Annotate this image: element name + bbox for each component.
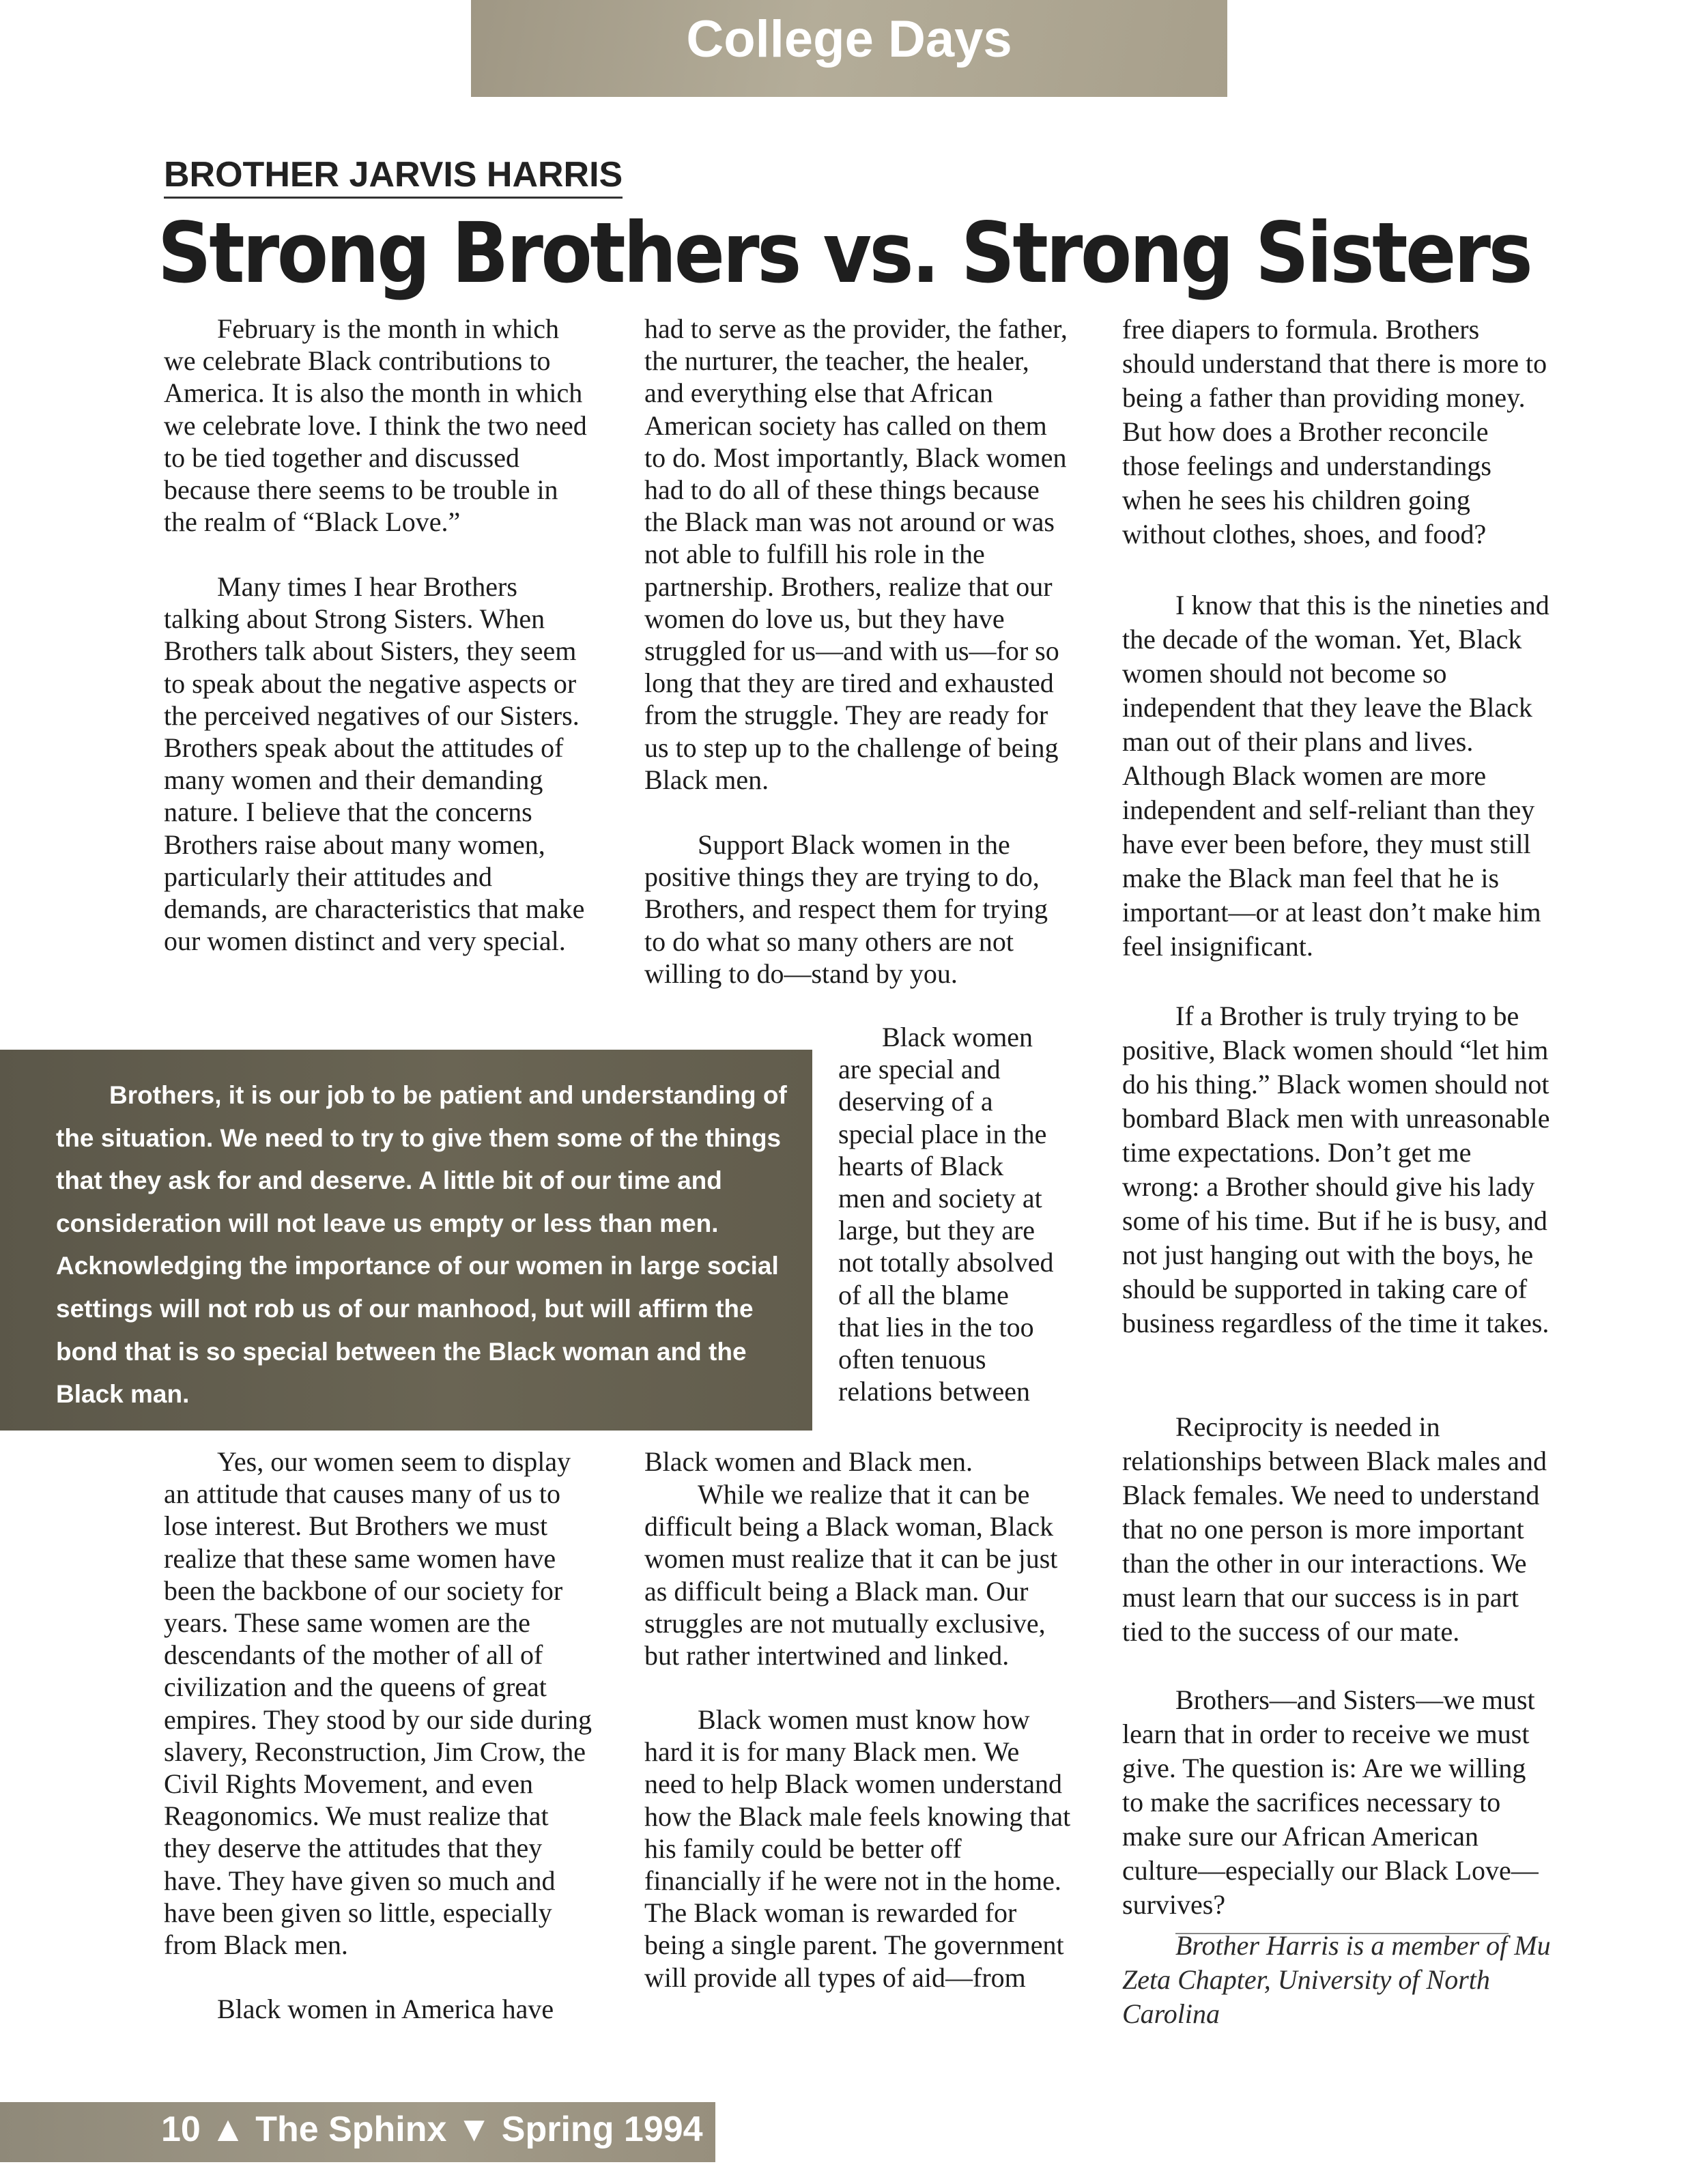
pull-quote-box bbox=[0, 1050, 812, 1431]
col2-paragraph-3-wrapped: Black women are special and deserving of a special place in the hearts of Black men and society at large, but they are not totally absolved of all the blame that lies in the too often tenuous relations between bbox=[838, 1022, 1054, 1407]
byline: BROTHER JARVIS HARRIS bbox=[164, 154, 623, 199]
section-title: College Days bbox=[686, 10, 1012, 68]
col3-paragraph-4: Reciprocity is needed in relationships between Black males and Black females. We need to understand that no one person is more important than the other in our interactions. We must learn that our success is in part tied to the success of our mate. bbox=[1122, 1411, 1547, 1647]
col3-paragraph-5: Brothers—and Sisters—we must learn that in order to receive we must give. The question is: Are we willing to make the sacrifices necessary to make sure our African American culture—especially our Black Love—survives? bbox=[1122, 1684, 1539, 1920]
col3-paragraph-3: If a Brother is truly trying to be positive, Black women should “let him do his thing.” Black women should not bombard Black men with unreasonable time expectations. Don’t get me wrong: a Brother should give his lady some of his time. But if he is busy, and not just hanging out with the boys, he should be supported in taking care of business regardless of the time it takes. bbox=[1122, 1001, 1550, 1338]
col1-paragraph-4: Black women in America have bbox=[217, 1994, 554, 2024]
pull-quote-text: Brothers, it is our job to be patient and understanding of the situation. We need to try to give them some of the things that they ask for and deserve. A little bit of our time and consideration will not leave us empty or less than men. Acknowledging the importance of our women in large social settings will not rob us of our manhood, but will affirm the bond that is so special between the Black woman and the Black man. bbox=[56, 1081, 787, 1409]
section-banner bbox=[471, 0, 1227, 97]
headline: Strong Brothers vs. Strong Sisters bbox=[157, 205, 1531, 302]
col2-paragraph-1: had to serve as the provider, the father, the nurturer, the teacher, the healer, and everything else that African American society has called on them to do. Most importantly, Black women had to do all of these things because the Black man was not around or was not able to fulfill his role in the partnership. Brothers, realize that our women do love us, but they have struggled for us—and with us—for so long that they are tired and exhausted from the struggle. They are ready for us to step up to the challenge of being Black men. bbox=[644, 313, 1068, 795]
col2-paragraph-2: Support Black women in the positive things they are trying to do, Brothers, and respect them for trying to do what so many others are not willing to do—stand by you. bbox=[644, 829, 1048, 989]
col1-paragraph-3: Yes, our women seem to display an attitude that causes many of us to lose interest. But Brothers we must realize that these same women have been the backbone of our society for years. These same women are the descendants of the mother of all of civilization and the queens of great empires. They stood by our side during slavery, Reconstruction, Jim Crow, the Civil Rights Movement, and even Reagonomics. We must realize that they deserve the attitudes that they have. They have given so much and have been given so little, especially from Black men. bbox=[164, 1446, 592, 1961]
col2-paragraph-3-end: Black women and Black men. bbox=[644, 1446, 973, 1477]
col1-paragraph-1: February is the month in which we celebrate Black contributions to America. It is also the month in which we celebrate love. I think the two need to be tied together and discussed because there seems to be trouble in the realm of “Black Love.” bbox=[164, 313, 587, 538]
col2-paragraph-4: While we realize that it can be difficult being a Black woman, Black women must realize that it can be just as difficult being a Black man. Our struggles are not mutually exclusive, but rather intertwined and linked. bbox=[644, 1479, 1058, 1671]
col2-paragraph-5: Black women must know how hard it is for many Black men. We need to help Black women understand how the Black male feels knowing that his family could be better off financially if he were not in the home. The Black woman is rewarded for being a single parent. The government will provide all types of aid—from bbox=[644, 1704, 1071, 1993]
footer-folio: 10 ▲ The Sphinx ▼ Spring 1994 bbox=[161, 2110, 703, 2149]
col1-paragraph-2: Many times I hear Brothers talking about Strong Sisters. When Brothers talk about Sisters, they seem to speak about the negative aspects or the perceived negatives of our Sisters. Brothers speak about the attitudes of many women and their demanding nature. I believe that the concerns Brothers raise about many women, particularly their attitudes and demands, are characteristics that make our women distinct and very special. bbox=[164, 571, 585, 957]
author-note: Brother Harris is a member of Mu Zeta Chapter, University of North Carolina bbox=[1122, 1930, 1551, 2029]
col3-paragraph-2: I know that this is the nineties and the decade of the woman. Yet, Black women should not become so independent that they leave the Black man out of their plans and lives. Although Black women are more independent and self-reliant than they have ever been before, they must still make the Black man feel that he is important—or at least don’t make him feel insignificant. bbox=[1122, 590, 1549, 962]
footer-bar bbox=[0, 2102, 715, 2162]
col3-paragraph-1: free diapers to formula. Brothers should understand that there is more to being a father than providing money. But how does a Brother reconcile those feelings and understandings when he sees his children going without clothes, shoes, and food? bbox=[1122, 314, 1547, 549]
